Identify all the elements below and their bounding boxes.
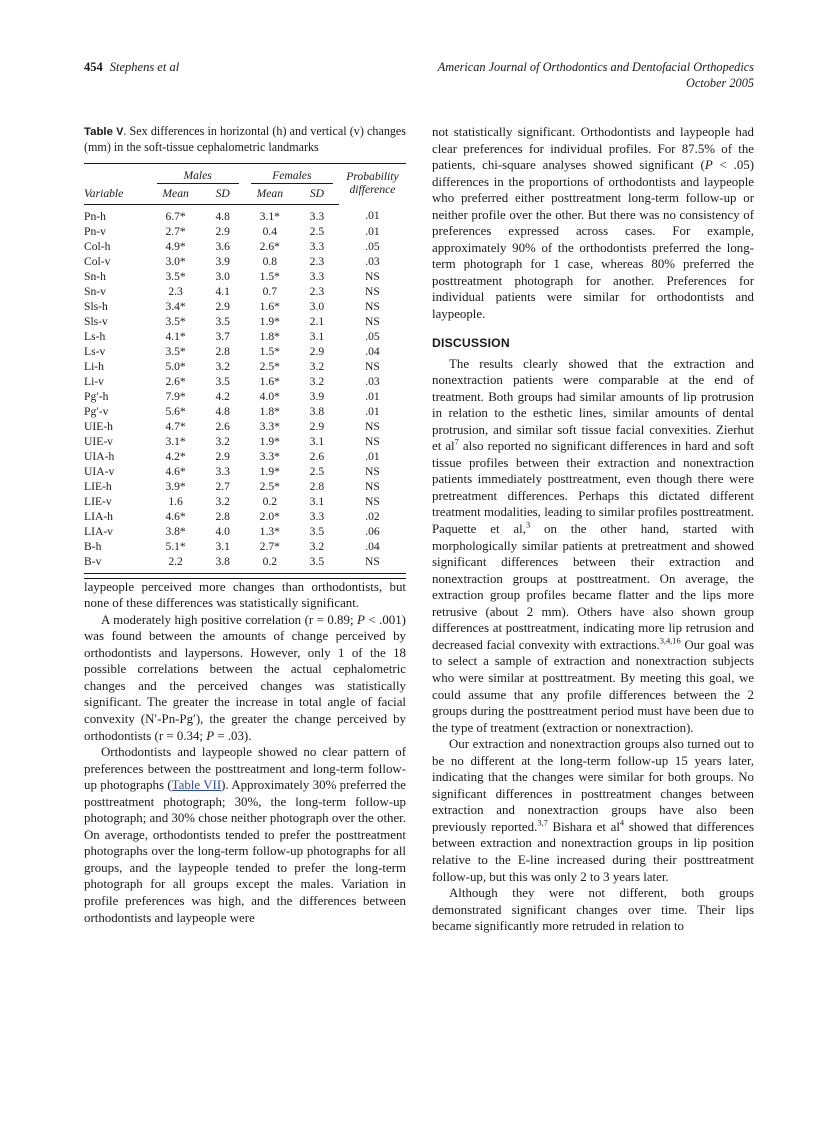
cell-variable: UIA-v [84,464,115,478]
cell-male-mean: 3.4* [165,299,186,313]
group-header-spacer [84,163,151,183]
cell-male-sd: 2.6 [215,419,230,433]
cell-probability: NS [365,359,380,373]
cell-female-sd: 2.5 [309,224,325,238]
cell-male-mean: 3.1* [165,434,186,448]
cell-female-sd: 3.2 [309,359,325,373]
cell-male-sd: 3.5 [215,374,230,388]
sex-differences-table [84,163,406,573]
cell-probability: .05 [365,239,380,253]
cell-variable: Ls-v [84,344,106,358]
table-row [84,299,406,314]
cell-variable: Col-h [84,239,111,253]
cell-probability: NS [365,494,380,508]
table-row [84,449,406,464]
right-column [432,124,754,935]
cell-female-mean: 2.0* [259,509,280,523]
cell-female-mean: 3.3* [259,419,280,433]
cell-male-mean: 2.3 [168,284,183,298]
column-header-female-mean: Mean [245,184,295,205]
cell-male-sd: 3.8 [215,554,230,568]
cell-male-sd: 2.7 [215,479,230,493]
cell-female-mean: 1.8* [259,329,280,343]
cell-male-mean: 3.5* [165,314,186,328]
cell-variable: LIE-v [84,494,112,508]
cell-variable: Li-h [84,359,104,373]
cell-male-sd: 3.2 [215,434,230,448]
cell-male-mean: 6.7* [165,209,186,223]
cell-male-mean: 3.0* [165,254,186,268]
cell-female-sd: 3.1 [309,329,325,343]
reference-superscript-4: 4 [619,818,625,828]
cell-variable: B-v [84,554,102,568]
cell-male-mean: 7.9* [165,389,186,403]
probability-header-line2: difference [349,183,396,197]
cell-male-sd: 4.8 [215,404,230,418]
table-label: Table V [84,126,124,138]
table-row [84,524,406,539]
cell-male-sd: 4.0 [215,524,230,538]
table-number: V [116,126,124,138]
cell-probability: .04 [365,539,380,553]
cell-female-mean: 1.5* [259,269,280,283]
reference-superscript-3-4-16: 3,4,16 [659,636,681,646]
cell-male-mean: 2.6* [165,374,186,388]
cell-female-mean: 2.5* [259,359,280,373]
cell-female-sd: 2.6 [309,449,325,463]
cell-male-mean: 5.6* [165,404,186,418]
cell-female-mean: 1.9* [259,434,280,448]
table-vii-crossref-link[interactable]: Table VII [171,778,222,793]
cell-probability: .06 [365,524,380,538]
cell-male-sd: 2.9 [215,299,230,313]
column-header-female-sd: SD [295,184,339,205]
cell-variable: UIE-v [84,434,113,448]
cell-probability: NS [365,419,380,433]
cell-female-mean: 1.9* [259,314,280,328]
table-row [84,254,406,269]
cell-female-sd: 3.2 [309,374,325,388]
cell-male-sd: 2.9 [215,224,230,238]
cell-male-mean: 5.0* [165,359,186,373]
cell-variable: Li-v [84,374,104,388]
cell-probability: .01 [365,224,380,238]
cell-male-mean: 3.9* [165,479,186,493]
reference-superscript-3: 3 [525,520,531,530]
cell-probability: .02 [365,509,380,523]
table-row [84,314,406,329]
cell-female-sd: 3.3 [309,509,325,523]
group-header-females: Females [245,163,339,183]
cell-male-mean: 3.8* [165,524,186,538]
column-header-male-sd: SD [201,184,245,205]
page-number: 454 [84,60,103,74]
cell-probability: .03 [365,254,380,268]
cell-male-mean: 4.6* [165,509,186,523]
cell-variable: Pn-h [84,209,106,223]
cell-male-mean: 4.9* [165,239,186,253]
cell-probability: .01 [365,209,380,223]
cell-female-mean: 3.3* [259,449,280,463]
cell-male-sd: 2.8 [215,344,230,358]
cell-female-sd: 3.9 [309,389,325,403]
cell-female-mean: 2.5* [259,479,280,493]
table-header [84,163,406,204]
cell-probability: .05 [365,329,380,343]
cell-male-sd: 4.1 [215,284,230,298]
cell-female-sd: 3.3 [309,239,325,253]
reference-superscript-7: 7 [454,438,459,447]
cell-probability: NS [365,479,380,493]
cell-female-sd: 3.1 [309,434,325,448]
paragraph-results-continued: not statistically significant. Orthodontists and laypeople had clear preferences for individual profiles. For 87.5% of the patients, chi-square analyses showed significant (P < .05) differences in the proportions of orthodontists and laypeople who preferred either posttreatment long-term follow-up or neither profile over the other. But there was no consistency of preferences expressed across cases. For example, approximately 90% of the orthodontists preferred the long-term photograph for 1 case, whereas 80% preferred the posttreatment photograph for another. Preferences for individual patients were similar for orthodontists and laypeople. [432,125,755,322]
cell-female-sd: 3.3 [309,269,325,283]
table-row [84,419,406,434]
paragraph-continued: laypeople perceived more changes than orthodontists, but none of these differences was statistically significant. [84,579,406,611]
table-row [84,344,406,359]
cell-probability: NS [365,269,380,283]
cell-female-mean: 0.8 [262,254,278,268]
cell-male-mean: 4.6* [165,464,186,478]
cell-variable: Sls-v [84,314,108,328]
cell-male-sd: 3.1 [215,539,230,553]
cell-female-mean: 4.0* [259,389,280,403]
journal-title: American Journal of Orthodontics and Dentofacial Orthopedics [437,60,754,74]
left-column [84,124,406,926]
cell-male-sd: 3.2 [215,494,230,508]
cell-variable: Pg′-h [84,389,109,403]
cell-male-mean: 3.5* [165,269,186,283]
column-header-male-mean: Mean [151,184,201,205]
cell-female-mean: 1.9* [259,464,280,478]
issue-date: October 2005 [686,75,754,90]
paragraph-correlation: A moderately high positive correlation (r = 0.89; P < .001) was found between the amounts of change perceived by orthodontists and laypersons. However, only 1 of the 18 possible correlations between the actual cephalometric changes and the perceived changes was statistically significant. The greater the increase in total angle of facial convexity (N′-Pn-Pg′), the greater the change perceived by orthodontists (r = 0.34; P = .03). [84,612,406,743]
table-caption-text: . Sex differences in horizontal (h) and vertical (v) changes (mm) in the soft-tissue cephalometric landmarks [84,124,406,155]
cell-female-mean: 1.3* [259,524,280,538]
group-header-row [84,163,406,183]
cell-male-sd: 3.0 [215,269,230,283]
table-row [84,329,406,344]
running-head [84,60,754,100]
table-row [84,494,406,509]
table-row [84,204,406,224]
group-header-males: Males [151,163,245,183]
cell-variable: UIE-h [84,419,113,433]
cell-female-mean: 0.4 [262,224,278,238]
table-row [84,374,406,389]
cell-female-mean: 0.2 [262,494,278,508]
cell-variable: LIA-v [84,524,113,538]
cell-female-sd: 2.3 [309,284,325,298]
cell-male-sd: 3.2 [215,359,230,373]
probability-header-line1: Probability [346,169,399,183]
cell-probability: NS [365,434,380,448]
cell-female-mean: 1.8* [259,404,280,418]
cell-female-mean: 0.2 [262,554,278,568]
cell-male-sd: 2.8 [215,509,230,523]
p-italic-1: P [357,612,365,627]
cell-male-sd: 4.8 [215,209,230,223]
cell-female-sd: 3.8 [309,404,325,418]
cell-male-mean: 4.1* [165,329,186,343]
cell-female-sd: 2.1 [309,314,325,328]
cell-female-sd: 2.5 [309,464,325,478]
cell-female-sd: 3.5 [309,554,325,568]
cell-variable: B-h [84,539,102,553]
cell-male-mean: 3.5* [165,344,186,358]
paragraph-discussion-1: The results clearly showed that the extraction and nonextraction patients were comparable at the end of treatment. Both groups had similar amounts of lip protrusion in relation to the esthetic lines, similar amounts of dental protrusion, and similar soft tissue facial convexities. Zierhut et $al^7$ also reported no significant differences in hard and soft tissue profiles between their extraction and nonextraction patients immediately posttreatment, even though there were pretreatment differences. Perhaps this dictated different treatment modalities, leading to similar profiles posttreatment. Paquette et al,$^3$ on the other hand, started with morphologically similar patients at pretreatment and showed significant differences between their extraction and nonextraction groups at posttreatment. On average, the extraction group profiles became flatter and the lips more retrusive (about 2 mm). Others have also shown group differences at posttreatment, indicating more lip retrusion and decreased facial convexity with extractions.$^{3,4,16}$ Our goal was to select a sample of extraction and nonextraction subjects who were similar at posttreatment. By meeting this goal, we could assume that any profile differences between the 2 groups during the posttreatment period must have been due to the type of treatment (extraction or nonextraction). [432,356,754,735]
cell-variable: Sls-h [84,299,108,313]
table-row [84,464,406,479]
cell-variable: UIA-h [84,449,115,463]
cell-female-mean: 3.1* [259,209,280,223]
cell-female-sd: 2.3 [309,254,325,268]
cell-female-mean: 1.6* [259,374,280,388]
cell-variable: Sn-v [84,284,106,298]
cell-variable: LIE-h [84,479,112,493]
cell-female-sd: 3.3 [309,209,325,223]
cell-probability: NS [365,314,380,328]
cell-male-sd: 3.3 [215,464,230,478]
cell-male-sd: 3.6 [215,239,230,253]
cell-male-sd: 3.7 [215,329,230,343]
cell-variable: Col-v [84,254,111,268]
cell-female-sd: 2.8 [309,479,325,493]
cell-probability: .04 [365,344,380,358]
p-italic-3: P [704,158,713,173]
table-row [84,509,406,524]
table-row [84,539,406,554]
cell-probability: .01 [365,449,380,463]
cell-male-mean: 4.7* [165,419,186,433]
cell-probability: .01 [365,404,380,418]
cell-variable: Sn-h [84,269,106,283]
cell-male-mean: 1.6 [168,494,183,508]
probability-header [339,163,406,204]
table-row [84,224,406,239]
table-caption [84,124,406,156]
cell-probability: NS [365,554,380,568]
running-head-left [84,60,179,75]
paragraph-preferences: Orthodontists and laypeople showed no clear pattern of preferences between the posttreatment and long-term follow-up photographs (Table VII). Approximately 30% preferred the posttreatment photograph; 30%, the long-term follow-up photograph; and 30% chose neither photograph over the other. On average, orthodontists tended to prefer the posttreatment photographs over the long-term follow-up photographs for all groups, and the laypeople tended to prefer the long-term photograph for all groups except the males. Variation in profile preferences was high, and the differences between orthodontists and laypeople were [84,745,407,925]
cell-probability: NS [365,284,380,298]
running-head-authors: Stephens et al [109,60,180,74]
reference-superscript-3-7: 3,7 [537,818,548,828]
paragraph-discussion-2: Our extraction and nonextraction groups also turned out to be no different at the long-term follow-up 15 years later, indicating that the changes were similar for both groups. No significant differences in posttreatment changes between extraction and nonextraction groups have also been previously reported.$^{3,7}$ Bishara et $al^4$ showed that differences between extraction and nonextraction groups in lip position relative to the E-line increased during their posttreatment follow-up, but this was only 2 to 3 years later. [432,737,754,884]
column-header-variable: Variable [84,184,151,205]
cell-probability: .03 [365,374,380,388]
cell-male-mean: 2.7* [165,224,186,238]
cell-variable: Pg′-v [84,404,109,418]
cell-male-mean: 2.2 [168,554,183,568]
cell-variable: Pn-v [84,224,106,238]
cell-female-mean: 0.7 [262,284,278,298]
cell-variable: Ls-h [84,329,106,343]
cell-male-sd: 2.9 [215,449,230,463]
cell-probability: .01 [365,389,380,403]
cell-male-mean: 4.2* [165,449,186,463]
cell-probability: NS [365,464,380,478]
running-head-right [438,60,754,91]
table-row [84,389,406,404]
section-heading-discussion: DISCUSSION [432,335,510,350]
p-italic-2: P [206,728,215,743]
table-row [84,434,406,449]
cell-female-mean: 1.5* [259,344,280,358]
cell-female-sd: 3.2 [309,539,325,553]
table-row [84,404,406,419]
cell-female-sd: 2.9 [309,419,325,433]
table-row [84,239,406,254]
table-body [84,204,406,573]
cell-male-sd: 4.2 [215,389,230,403]
table-row [84,479,406,494]
table-row [84,359,406,374]
cell-female-sd: 2.9 [309,344,325,358]
cell-male-sd: 3.9 [215,254,230,268]
cell-male-sd: 3.5 [215,314,230,328]
table-row [84,554,406,573]
table-row [84,284,406,299]
cell-female-sd: 3.1 [309,494,325,508]
cell-female-sd: 3.5 [309,524,325,538]
paragraph-discussion-3: Although they were not different, both groups demonstrated significant changes over time. Their lips became significantly more retruded in relation to [432,886,754,934]
cell-female-sd: 3.0 [309,299,325,313]
cell-variable: LIA-h [84,509,113,523]
cell-probability: NS [365,299,380,313]
cell-male-mean: 5.1* [165,539,186,553]
cell-female-mean: 2.6* [259,239,280,253]
table-row [84,269,406,284]
cell-female-mean: 2.7* [259,539,280,553]
cell-female-mean: 1.6* [259,299,280,313]
